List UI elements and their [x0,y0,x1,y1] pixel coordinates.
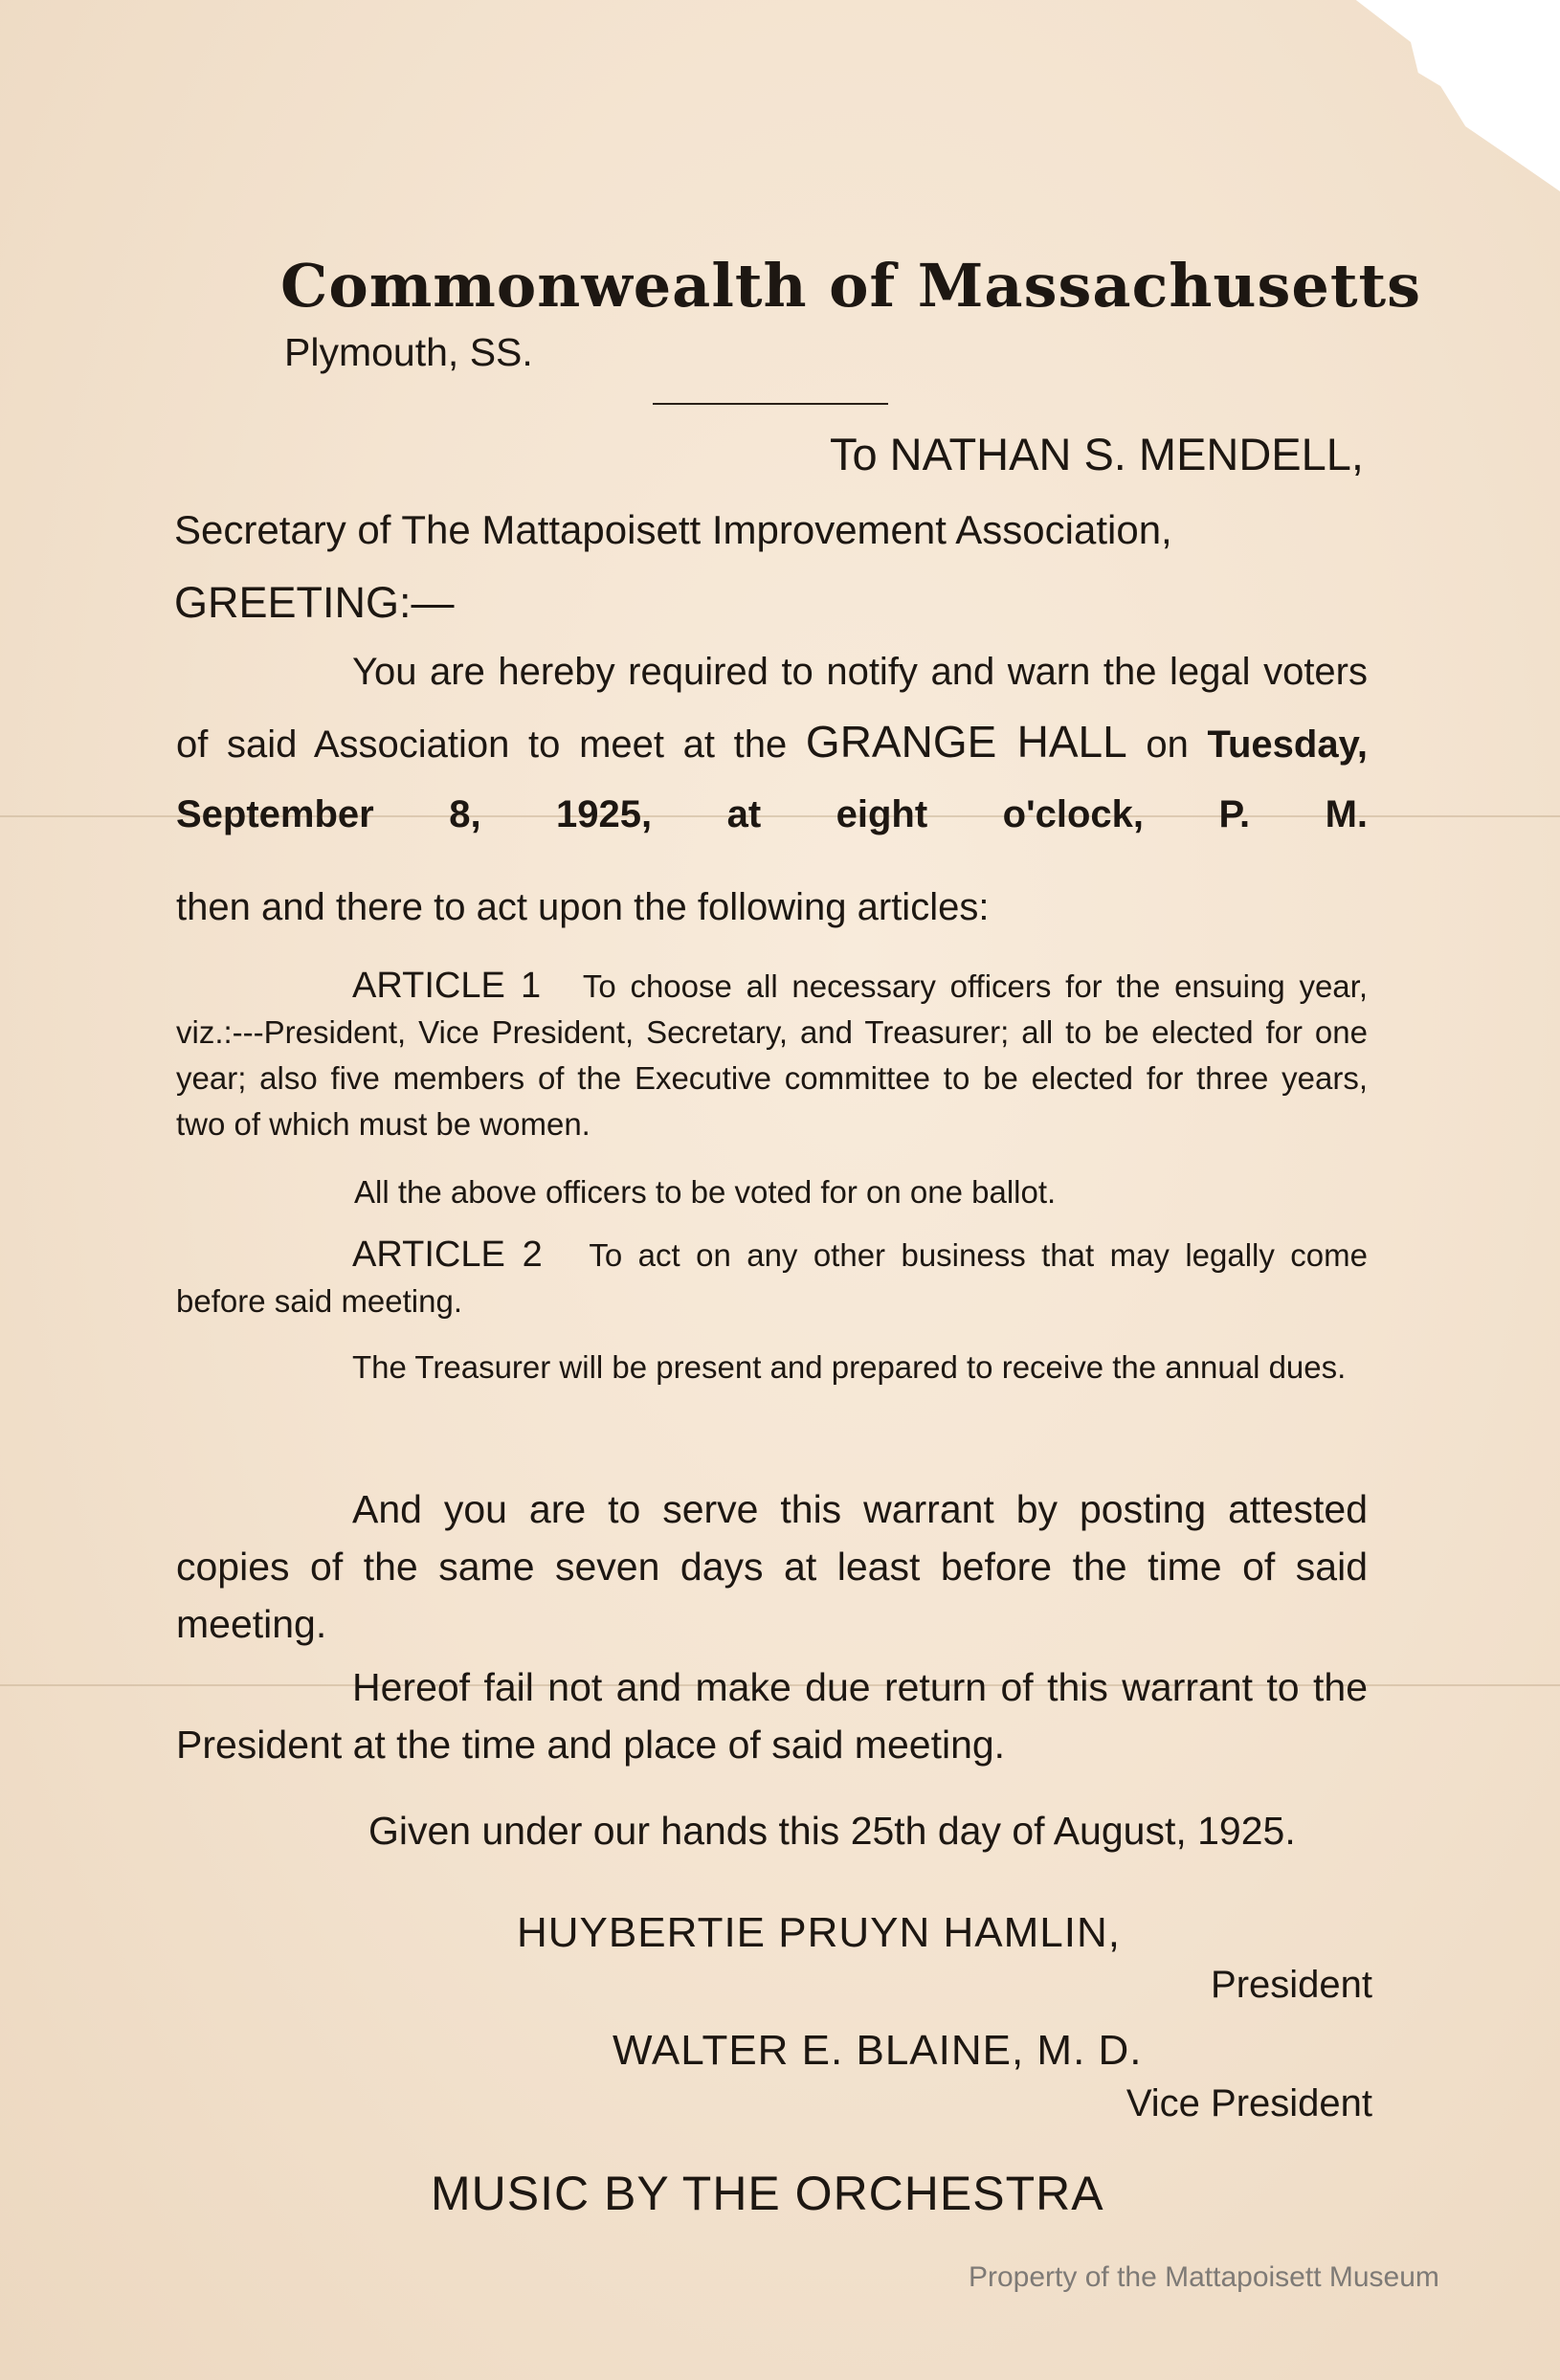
treasurer-note: The Treasurer will be present and prepared to receive the annual dues. [352,1349,1347,1385]
title-divider [653,403,888,405]
addressee-line: To NATHAN S. MENDELL, [829,429,1364,479]
article-1 [176,963,1368,1147]
hereof-clause: Hereof fail not and make due return of this warrant to the President at the time and place of said meeting. [176,1665,1368,1767]
notice-outro: then and there to act upon the following articles: [176,886,990,928]
signature-vice-president-name: WALTER E. BLAINE, M. D. [613,2027,1143,2074]
music-note: MUSIC BY THE ORCHESTRA [431,2167,1104,2220]
signature-president-title: President [1211,1964,1372,2006]
county-line: Plymouth, SS. [284,330,533,374]
meeting-datetime: Tuesday, September 8, 1925, at eight o'clock, P. M. [176,723,1368,835]
document-title: Commonwealth of Massachusetts [280,251,1422,321]
torn-corner [1311,0,1560,191]
given-date: Given under our hands this 25th day of August, 1925. [368,1809,1296,1853]
secretary-line: Secretary of The Mattapoisett Improvement Association, [174,507,1172,552]
article-1-text: To choose all necessary officers for the ensuing year, viz.:---President, Vice President, Secretary, and Treasurer; all to be elected for one year; also five members of the Executive committee to be elected for three years, two of which must be women. [176,968,1368,1142]
signature-president-name: HUYBERTIE PRUYN HAMLIN, [517,1909,1121,1956]
article-2-text: To act on any other business that may legally come before said meeting. [176,1237,1368,1319]
meeting-notice [176,637,1368,850]
signature-vice-president-title: Vice President [1125,2082,1372,2124]
greeting: GREETING:— [174,578,455,627]
article-2 [176,1232,1368,1324]
article-1-label: ARTICLE 1 [352,966,542,1006]
venue: GRANGE HALL [805,717,1127,767]
notice-intro: You are hereby required to notify and warn the legal voters of said Association to meet at the [176,651,1368,766]
serve-warrant: And you are to serve this warrant by posting attested copies of the same seven days at least before the time of said meeting. [176,1487,1368,1646]
museum-watermark: Property of the Mattapoisett Museum [969,2261,1439,2293]
article-2-label: ARTICLE 2 [352,1234,543,1275]
ballot-note: All the above officers to be voted for on one ballot. [354,1174,1057,1210]
venue-on: on [1146,723,1189,766]
